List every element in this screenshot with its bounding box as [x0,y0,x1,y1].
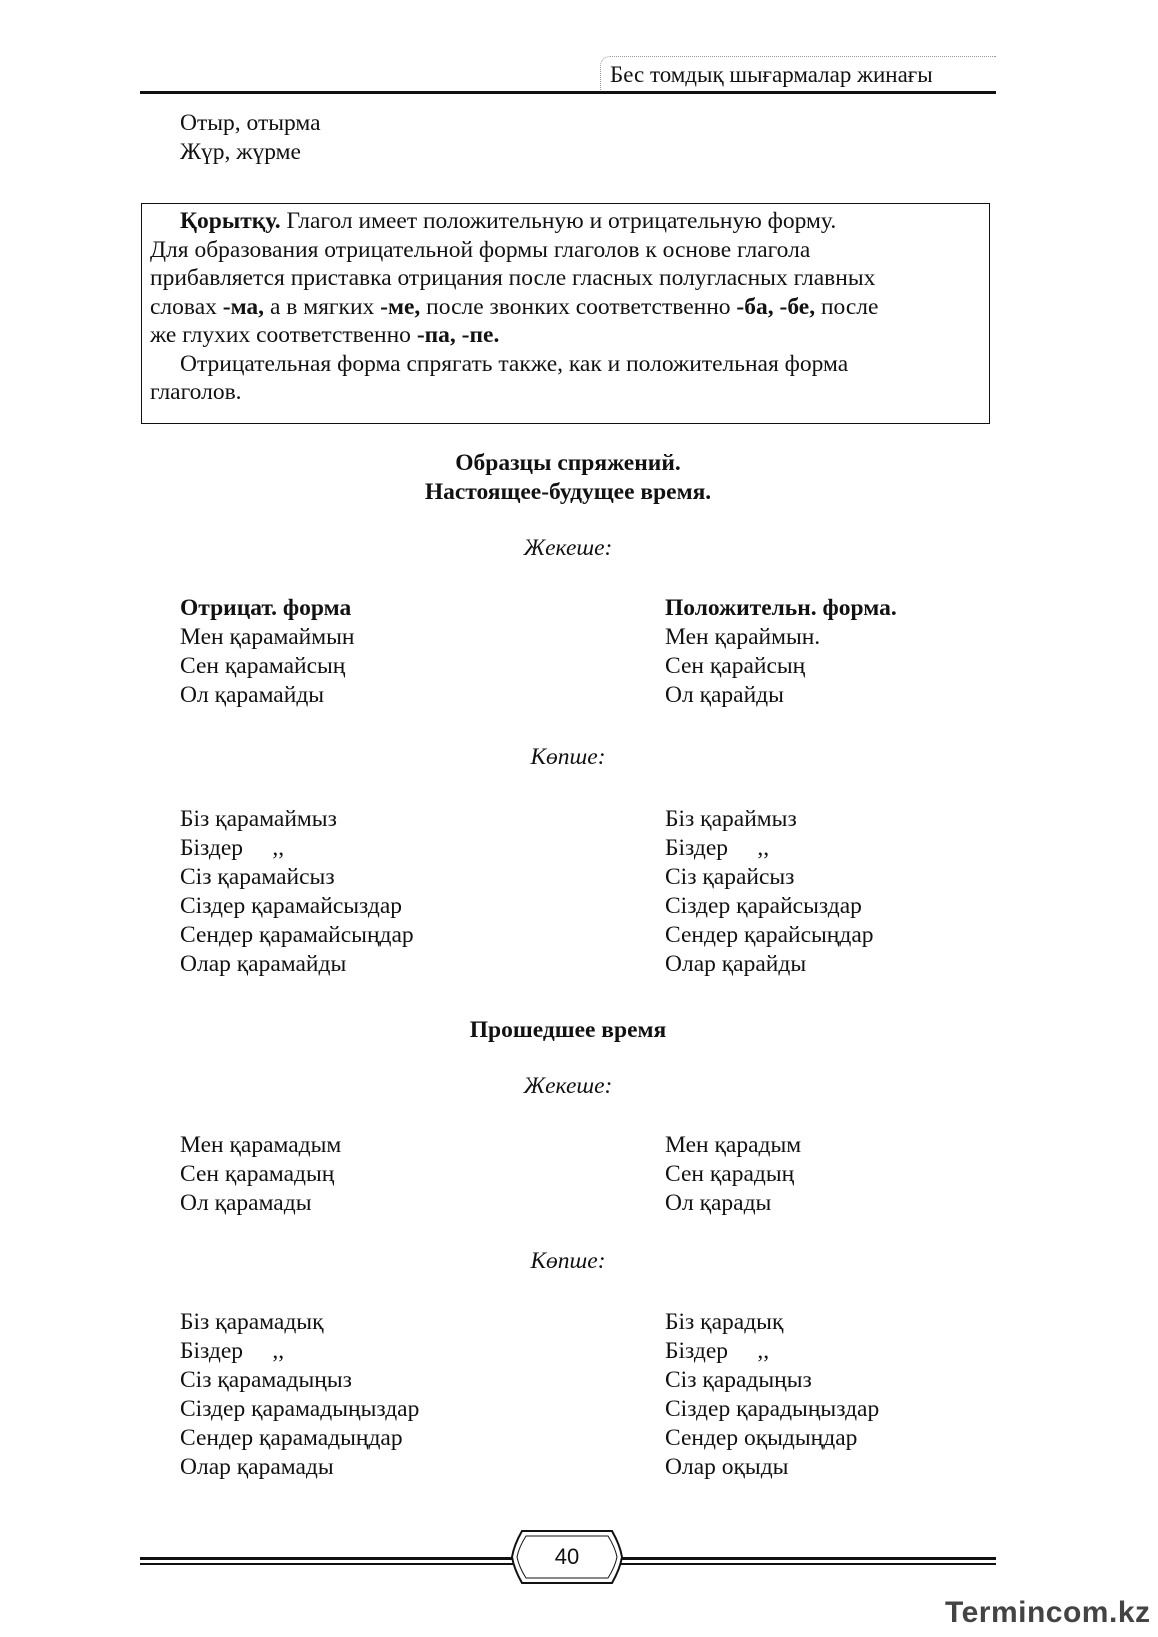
intro-line: Жүр, жүрме [180,139,301,165]
conj-line: Сендер қарамайсыңдар [180,922,414,948]
conj-line: Олар қарамады [180,1454,334,1480]
conj-line: Біз қарамадық [180,1309,324,1335]
conj-line: Сіз қарамадыңыз [180,1367,352,1393]
running-header-title: Бес томдық шығармалар жинағы [610,62,933,87]
box-line-7: глаголов. [150,379,242,405]
summary-box [141,203,990,424]
conj-line: Мен қарадым [665,1132,802,1158]
section2-neg-plural [180,1308,419,1482]
conj-line: Сен қарайсың [665,653,806,679]
section1-pos-singular [665,594,897,710]
section1-neg-singular [180,594,354,710]
box-line-5: же глухих соответственно -па, -пе. [150,322,500,348]
conj-line: Біздер ,, [665,1338,770,1364]
conj-line: Біз қарадық [665,1309,784,1335]
conj-line: Олар оқыды [665,1454,789,1480]
conj-line: Сен қарадың [665,1161,795,1187]
site-watermark: Termincom.kz [945,1596,1151,1629]
conj-line: Сіздер қарайсыздар [665,893,862,919]
conj-line: Мен қарамадым [180,1132,342,1158]
conj-line: Олар қарайды [665,951,807,977]
conj-line: Біздер ,, [180,1338,285,1364]
section2-pos-plural [665,1308,879,1482]
conj-line: Ол қарамады [180,1190,312,1216]
header-rule [140,91,996,94]
conj-line: Сіз қарадыңыз [665,1367,812,1393]
section2-pos-singular [665,1131,801,1218]
intro-lines [180,109,321,167]
intro-line: Отыр, отырма [180,110,321,136]
page-number: 40 [554,1544,580,1569]
section1-neg-plural [180,805,414,979]
conj-line: Ол қарамайды [180,682,325,708]
section2-singular-label: Жекеше: [523,1073,613,1099]
conj-line: Сіз қарайсыз [665,864,795,890]
conj-line: Мен қараймын. [665,624,821,650]
box-line-3: прибавляется приставка отрицания после гласных полугласных главных [150,265,876,291]
conj-line: Біз қараймыз [665,806,797,832]
section2-plural-label: Көпше: [530,1248,606,1274]
section1-pos-plural [665,805,874,979]
conj-line: Сендер қарамадыңдар [180,1425,403,1451]
conj-line: Сендер оқыдыңдар [665,1425,858,1451]
conj-line: Сіздер қарамайсыздар [180,893,403,919]
box-line-4: словах -ма, а в мягких -ме, после звонких соответственно -ба, -бе, после [150,293,879,320]
section2-title: Прошедшее время [469,1017,667,1043]
conj-line: Сіздер қарамадыңыздар [180,1396,420,1422]
pos-form-header: Положительн. форма. [665,595,897,621]
conj-line: Олар қарамайды [180,951,347,977]
conj-line: Ол қарайды [665,682,784,708]
conj-line: Ол қарады [665,1190,772,1216]
neg-form-header: Отрицат. форма [180,595,352,621]
conj-line: Сіздер қарадыңыздар [665,1396,880,1422]
section1-plural-label: Көпше: [530,744,606,770]
conj-line: Біздер ,, [665,835,770,861]
summary-label: Қорытқу. [180,208,281,234]
box-line-2: Для образования отрицательной формы глаголов к основе глагола [150,236,811,263]
section1-title-2: Настоящее-будущее время. [424,479,712,505]
conj-line: Сіз қарамайсыз [180,864,335,890]
section2-neg-singular [180,1131,341,1218]
conj-line: Сен қарамайсың [180,653,346,679]
conj-line: Мен қарамаймын [180,624,355,650]
conj-line: Біз қарамаймыз [180,806,337,832]
conj-line: Сен қарамадың [180,1161,335,1187]
box-line-6: Отрицательная форма спрягать также, как и положительная форма [180,350,849,377]
conj-line: Сендер қарайсыңдар [665,922,874,948]
section1-title-1: Образцы спряжений. [455,450,681,476]
section1-singular-label: Жекеше: [523,535,613,561]
box-line-1: Қорытқу. Глагол имеет положительную и отрицательную форму. [180,208,837,234]
conj-line: Біздер ,, [180,835,285,861]
